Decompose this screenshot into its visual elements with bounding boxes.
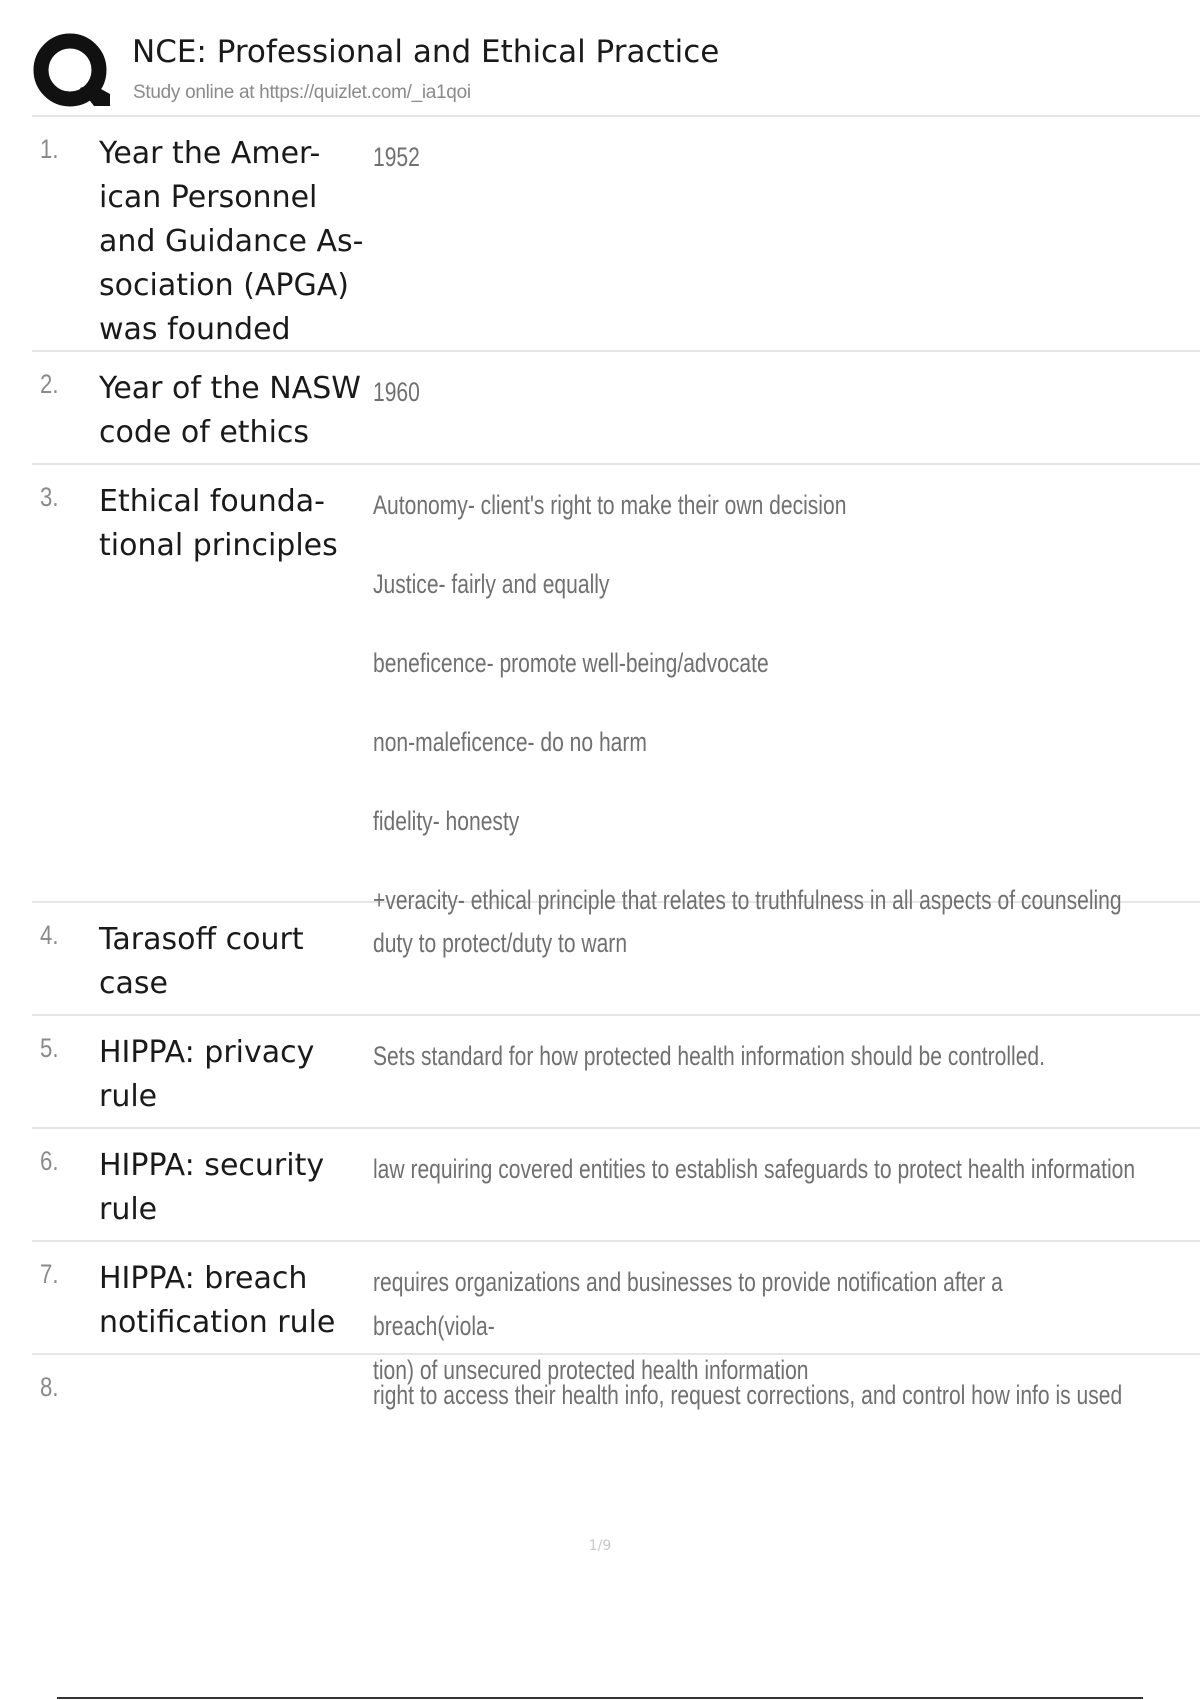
card-term	[99, 918, 389, 1006]
term-line: HIPPA: privacy rule	[99, 1035, 315, 1114]
term-line: Year the Amer- ican Personnel and Guidance As- sociation (APGA) was founded	[99, 136, 364, 347]
card-definition	[373, 921, 627, 965]
definition-line: Justice- fairly and equally	[373, 569, 610, 599]
definition-line: Sets standard for how protected health information should be controlled.	[373, 1041, 1045, 1071]
card-term	[99, 1144, 389, 1232]
card-definition	[373, 1034, 1045, 1078]
flashcard-list	[32, 117, 1200, 1455]
term-line: Ethical founda- tional principles	[99, 484, 338, 563]
card-number: 7.	[40, 1259, 59, 1289]
definition-line: duty to protect/duty to warn	[373, 928, 628, 958]
flashcard-row	[32, 1016, 1200, 1129]
card-number: 6.	[40, 1146, 59, 1176]
definition-line: Autonomy- client's right to make their own decision	[373, 490, 847, 520]
flashcard-row	[32, 1242, 1200, 1385]
card-number: 1.	[40, 134, 59, 164]
definition-line: 1960	[373, 377, 420, 407]
footer-divider	[57, 1697, 1143, 1699]
flashcard-row	[32, 352, 1200, 465]
definition-line: law requiring covered entities to establish safeguards to protect health information	[373, 1154, 1136, 1184]
definition-line: 1952	[373, 142, 420, 172]
flashcard-row	[32, 1355, 1200, 1455]
card-definition	[373, 1373, 1122, 1417]
definition-line: requires organizations and businesses to provide notification after a breach(viola- tion) of unsecured protected health information	[373, 1267, 1003, 1385]
document-header	[32, 30, 1200, 116]
definition-line: beneficence- promote well-being/advocate	[373, 648, 769, 678]
card-number: 3.	[40, 482, 59, 512]
card-number: 4.	[40, 920, 59, 950]
card-definition	[373, 370, 420, 414]
flashcard-row	[32, 465, 1200, 915]
term-line: Year of the NASW code of ethics	[99, 371, 361, 450]
card-term	[99, 367, 389, 455]
flashcard-row	[32, 117, 1200, 352]
card-term	[99, 1031, 389, 1119]
card-number: 2.	[40, 369, 59, 399]
study-online-link[interactable]: Study online at https://quizlet.com/_ia1qoi	[133, 82, 471, 103]
card-definition	[373, 135, 420, 179]
card-definition	[373, 1147, 1135, 1191]
page-number: 1/9	[588, 1538, 612, 1554]
definition-line: right to access their health info, request corrections, and control how info is used	[373, 1380, 1123, 1410]
definition-line: fidelity- honesty	[373, 806, 520, 836]
definition-line: non-maleficence- do no harm	[373, 727, 647, 757]
term-line: HIPPA: security rule	[99, 1148, 325, 1227]
term-line: Tarasoff court case	[99, 922, 304, 1001]
card-term	[99, 1257, 389, 1345]
card-definition	[373, 483, 1122, 922]
card-number: 8.	[40, 1372, 59, 1402]
card-term	[99, 480, 389, 568]
card-term	[99, 132, 389, 352]
document-title: NCE: Professional and Ethical Practice	[132, 34, 720, 70]
quizlet-logo-icon	[32, 32, 112, 112]
definition-line: +veracity- ethical principle that relates to truthfulness in all aspects of counseling	[373, 885, 1122, 915]
card-number: 5.	[40, 1033, 59, 1063]
flashcard-row	[32, 903, 1200, 1016]
flashcard-row	[32, 1129, 1200, 1242]
term-line: HIPPA: breach notification rule	[99, 1261, 336, 1340]
